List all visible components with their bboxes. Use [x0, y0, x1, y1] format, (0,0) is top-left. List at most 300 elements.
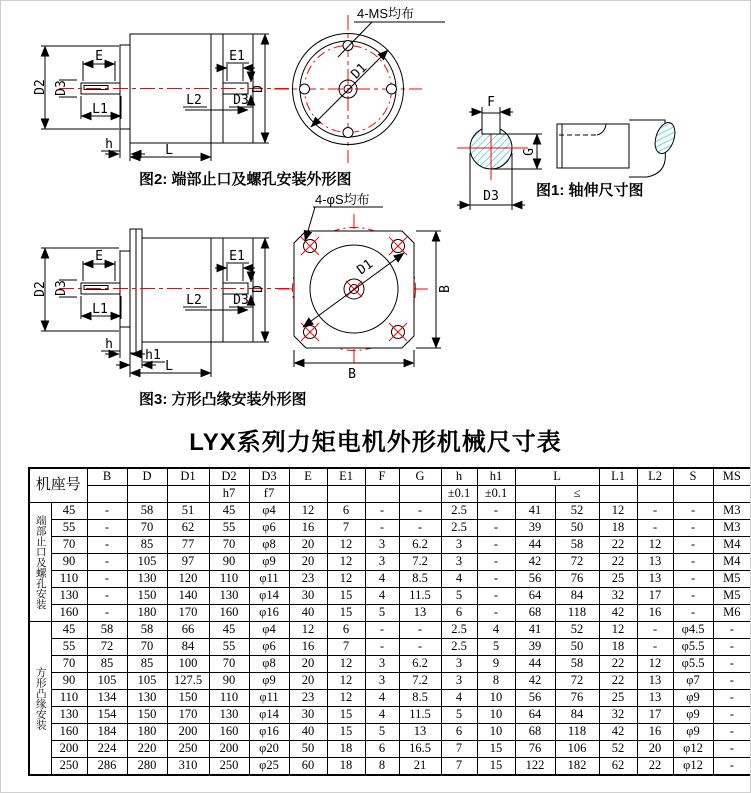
table-cell: 39 — [515, 639, 555, 656]
table-cell: 22 — [599, 673, 637, 690]
table-cell: 15 — [327, 588, 365, 605]
table-cell: 58 — [555, 656, 599, 673]
table-cell: 7 — [441, 758, 477, 776]
table-cell: 10 — [477, 724, 515, 741]
column-subheader — [127, 486, 167, 503]
table-cell: 180 — [127, 724, 167, 741]
dimension-table-wrap — [28, 467, 751, 776]
table-cell: 66 — [167, 622, 209, 639]
table-cell: 16 — [637, 724, 673, 741]
table-cell: 150 — [127, 707, 167, 724]
table-cell: - — [87, 554, 127, 571]
page-title: LYX系列力矩电机外形机械尺寸表 — [189, 429, 562, 456]
table-row — [29, 554, 751, 571]
table-cell: 8 — [477, 673, 515, 690]
table-cell: - — [673, 554, 713, 571]
table-cell: 58 — [127, 622, 167, 639]
table-cell: φ11 — [249, 690, 289, 707]
figure3-flange-view — [278, 192, 453, 382]
table-cell: φ7 — [673, 673, 713, 690]
dim-label-d1: D1 — [348, 60, 371, 83]
table-row — [29, 520, 751, 537]
table-cell: 12 — [599, 503, 637, 520]
table-cell: 160 — [209, 724, 249, 741]
column-subheader: ±0.1 — [441, 486, 477, 503]
table-cell: 130 — [209, 588, 249, 605]
figure2-side-view — [33, 34, 289, 161]
table-cell: 286 — [87, 758, 127, 776]
column-header: 机座号 — [29, 468, 87, 503]
table-cell: φ9 — [249, 673, 289, 690]
column-header: S — [673, 468, 713, 486]
table-cell: 50 — [555, 639, 599, 656]
table-cell: 84 — [555, 707, 599, 724]
subheader-row — [29, 486, 751, 503]
table-cell: - — [399, 520, 441, 537]
column-subheader — [365, 486, 399, 503]
table-row — [29, 673, 751, 690]
table-cell: 77 — [167, 537, 209, 554]
table-cell: - — [713, 639, 751, 656]
figure2-caption: 图2: 端部止口及螺孔安装外形图 — [139, 171, 352, 188]
table-cell: 118 — [555, 605, 599, 622]
table-cell: 56 — [515, 690, 555, 707]
table-cell: 15 — [477, 758, 515, 776]
table-cell: 97 — [167, 554, 209, 571]
table-cell: 85 — [127, 656, 167, 673]
column-header: D — [127, 468, 167, 486]
table-cell: 100 — [167, 656, 209, 673]
table-cell: φ11 — [249, 571, 289, 588]
table-cell: 6.2 — [399, 537, 441, 554]
figure3-caption: 图3: 方形凸缘安装外形图 — [139, 391, 307, 408]
column-header: MS — [713, 468, 751, 486]
table-cell: 7 — [327, 520, 365, 537]
table-cell: 30 — [289, 707, 327, 724]
table-cell: 22 — [599, 554, 637, 571]
table-cell: 105 — [127, 554, 167, 571]
table-cell: 30 — [289, 588, 327, 605]
table-cell: 13 — [637, 690, 673, 707]
screw-hole — [343, 128, 353, 138]
table-cell: 15 — [477, 741, 515, 758]
table-cell: 15 — [327, 724, 365, 741]
column-subheader — [673, 486, 713, 503]
table-cell: 8.5 — [399, 690, 441, 707]
table-cell: 180 — [127, 605, 167, 622]
dim-label-d3-section: D3 — [483, 189, 499, 204]
table-cell: - — [399, 503, 441, 520]
table-cell: 56 — [515, 571, 555, 588]
column-subheader: h7 — [209, 486, 249, 503]
frame-size-cell: 70 — [51, 537, 87, 554]
screw-hole — [300, 84, 310, 94]
table-cell: - — [399, 639, 441, 656]
table-cell: 23 — [289, 571, 327, 588]
table-cell: φ5.5 — [673, 639, 713, 656]
table-cell: 5 — [365, 724, 399, 741]
table-cell: - — [713, 673, 751, 690]
dimension-table — [28, 467, 751, 776]
column-header: D2 — [209, 468, 249, 486]
table-cell: φ4 — [249, 622, 289, 639]
table-cell: 20 — [289, 673, 327, 690]
table-cell: - — [713, 690, 751, 707]
table-cell: - — [477, 605, 515, 622]
group-label: 方形凸缘安装 — [29, 622, 51, 776]
table-cell: 12 — [637, 656, 673, 673]
dim-label-l2: L2 — [186, 293, 202, 308]
dim-label-d2: D2 — [33, 79, 48, 95]
table-cell: 25 — [599, 571, 637, 588]
table-cell: 154 — [87, 707, 127, 724]
table-cell: - — [673, 571, 713, 588]
dim-label-l1: L1 — [92, 302, 108, 317]
table-cell: 52 — [555, 622, 599, 639]
table-cell: 12 — [637, 537, 673, 554]
dim-label-l1: L1 — [92, 102, 108, 117]
table-cell: φ6 — [249, 639, 289, 656]
table-cell: 160 — [209, 605, 249, 622]
table-cell: 3 — [441, 673, 477, 690]
table-cell: 68 — [515, 605, 555, 622]
table-cell: 16 — [289, 639, 327, 656]
table-cell: - — [365, 622, 399, 639]
table-cell: φ4 — [249, 503, 289, 520]
dim-label-e1: E1 — [229, 249, 245, 264]
frame-size-cell: 45 — [51, 503, 87, 520]
table-cell: 42 — [515, 673, 555, 690]
table-cell: 220 — [127, 741, 167, 758]
table-cell: 11.5 — [399, 588, 441, 605]
table-row — [29, 741, 751, 758]
table-cell: 4 — [441, 690, 477, 707]
table-cell: - — [637, 503, 673, 520]
table-cell: 10 — [477, 707, 515, 724]
column-header: F — [365, 468, 399, 486]
column-header: h — [441, 468, 477, 486]
table-cell: 45 — [209, 622, 249, 639]
table-cell: - — [365, 639, 399, 656]
table-cell: - — [713, 758, 751, 776]
frame-size-cell: 160 — [51, 724, 87, 741]
technical-drawings — [1, 1, 751, 466]
dim-label-h1: h1 — [145, 348, 161, 363]
figure2-end-view — [274, 6, 445, 163]
table-cell: 250 — [167, 741, 209, 758]
table-cell: 13 — [637, 554, 673, 571]
table-cell: 32 — [599, 707, 637, 724]
table-cell: 50 — [555, 520, 599, 537]
figure3-side-view — [33, 229, 289, 377]
table-cell: 7 — [441, 741, 477, 758]
table-cell: 85 — [127, 537, 167, 554]
table-cell: 51 — [167, 503, 209, 520]
table-cell: - — [673, 520, 713, 537]
dim-label-l: L — [165, 143, 173, 158]
table-cell: φ4.5 — [673, 622, 713, 639]
table-cell: 85 — [87, 656, 127, 673]
dim-label-b-right: B — [438, 285, 453, 293]
key-cross-section — [482, 113, 500, 134]
column-header: B — [87, 468, 127, 486]
table-cell: 5 — [477, 639, 515, 656]
table-cell: 55 — [209, 639, 249, 656]
table-cell: 84 — [555, 588, 599, 605]
table-cell: 13 — [399, 724, 441, 741]
table-cell: 42 — [599, 724, 637, 741]
dim-label-g: G — [522, 148, 537, 156]
table-cell: 130 — [209, 707, 249, 724]
header-row — [29, 468, 751, 486]
table-cell: 4 — [441, 571, 477, 588]
table-cell: 120 — [167, 571, 209, 588]
column-subheader — [599, 486, 637, 503]
table-cell: φ9 — [673, 690, 713, 707]
table-head — [29, 468, 751, 503]
table-row — [29, 758, 751, 776]
table-cell: 76 — [515, 741, 555, 758]
table-cell: 2.5 — [441, 503, 477, 520]
table-cell: M4 — [713, 554, 751, 571]
hole-note-fig2: 4-MS均布 — [357, 6, 415, 21]
table-cell: - — [365, 520, 399, 537]
table-cell: 42 — [515, 554, 555, 571]
table-cell: 9 — [477, 656, 515, 673]
table-cell: 3 — [365, 554, 399, 571]
table-cell: 110 — [209, 571, 249, 588]
table-cell: 68 — [515, 724, 555, 741]
dim-label-h: h — [105, 337, 113, 352]
table-cell: 41 — [515, 622, 555, 639]
table-cell: 58 — [87, 622, 127, 639]
column-header: L2 — [637, 468, 673, 486]
table-cell: 25 — [599, 690, 637, 707]
column-header: G — [399, 468, 441, 486]
dim-label-e1: E1 — [229, 49, 245, 64]
table-cell: 40 — [289, 724, 327, 741]
table-cell: 250 — [209, 758, 249, 776]
dim-label-e: E — [95, 249, 103, 264]
column-subheader — [87, 486, 127, 503]
table-cell: 50 — [289, 741, 327, 758]
dim-label-h: h — [105, 137, 113, 152]
table-row — [29, 690, 751, 707]
table-cell: 16 — [637, 605, 673, 622]
table-cell: 4 — [477, 622, 515, 639]
table-cell: 5 — [441, 588, 477, 605]
frame-size-cell: 200 — [51, 741, 87, 758]
table-cell: - — [87, 588, 127, 605]
column-subheader — [637, 486, 673, 503]
table-row — [29, 588, 751, 605]
table-cell: M5 — [713, 588, 751, 605]
table-cell: 20 — [637, 741, 673, 758]
screw-hole — [387, 84, 397, 94]
table-cell: 106 — [555, 741, 599, 758]
table-cell: - — [477, 588, 515, 605]
table-cell: 150 — [127, 588, 167, 605]
table-cell: 3 — [441, 537, 477, 554]
frame-size-cell: 130 — [51, 707, 87, 724]
table-cell: 18 — [327, 758, 365, 776]
table-cell: 18 — [327, 741, 365, 758]
table-cell: φ9 — [249, 554, 289, 571]
dim-label-d2: D2 — [33, 281, 48, 297]
table-cell: 8 — [365, 758, 399, 776]
table-cell: 21 — [399, 758, 441, 776]
table-cell: 140 — [167, 588, 209, 605]
dim-label-d: D — [251, 85, 266, 93]
table-body — [29, 503, 751, 776]
table-cell: φ25 — [249, 758, 289, 776]
table-row — [29, 724, 751, 741]
dim-label-d3: D3 — [54, 80, 69, 96]
column-header: L1 — [599, 468, 637, 486]
table-cell: - — [673, 537, 713, 554]
table-cell: 55 — [209, 520, 249, 537]
table-cell: 70 — [127, 520, 167, 537]
column-header: L — [515, 468, 599, 486]
table-cell: - — [713, 707, 751, 724]
table-cell: 12 — [289, 503, 327, 520]
table-cell: φ9 — [673, 724, 713, 741]
table-cell: 8.5 — [399, 571, 441, 588]
frame-size-cell: 110 — [51, 690, 87, 707]
table-cell: φ9 — [673, 707, 713, 724]
table-cell: 4 — [365, 588, 399, 605]
table-cell: 76 — [555, 571, 599, 588]
table-cell: 84 — [167, 639, 209, 656]
table-cell: 90 — [209, 673, 249, 690]
table-cell: 39 — [515, 520, 555, 537]
frame-size-cell: 45 — [51, 622, 87, 639]
table-cell: - — [713, 622, 751, 639]
table-cell: 70 — [127, 639, 167, 656]
table-cell: 58 — [127, 503, 167, 520]
dim-label-d3: D3 — [54, 280, 69, 296]
dim-label-d3r: D3 — [233, 93, 249, 108]
table-cell: 62 — [167, 520, 209, 537]
dim-label-d: D — [251, 285, 266, 293]
column-subheader — [327, 486, 365, 503]
table-cell: 40 — [289, 605, 327, 622]
column-subheader — [399, 486, 441, 503]
table-cell: 72 — [87, 639, 127, 656]
table-cell: M4 — [713, 537, 751, 554]
frame-size-cell: 70 — [51, 656, 87, 673]
dim-label-f: F — [487, 95, 495, 110]
table-cell: 7.2 — [399, 554, 441, 571]
table-cell: 18 — [599, 520, 637, 537]
table-cell: φ5.5 — [673, 656, 713, 673]
figure1-shaft-section — [457, 95, 542, 210]
dim-label-e: E — [95, 49, 103, 64]
table-cell: 70 — [209, 537, 249, 554]
table-cell: M3 — [713, 503, 751, 520]
table-cell: 6 — [365, 741, 399, 758]
column-header: E1 — [327, 468, 365, 486]
table-cell: 90 — [209, 554, 249, 571]
table-cell: - — [87, 605, 127, 622]
table-cell: φ8 — [249, 537, 289, 554]
figure1-caption: 图1: 轴伸尺寸图 — [536, 182, 644, 199]
table-cell: 4 — [365, 707, 399, 724]
table-cell: 105 — [127, 673, 167, 690]
table-cell: 12 — [327, 571, 365, 588]
table-cell: φ16 — [249, 724, 289, 741]
table-row — [29, 622, 751, 639]
group-label: 端部止口及螺孔安装 — [29, 503, 51, 622]
break-section — [651, 120, 678, 156]
table-cell: - — [477, 520, 515, 537]
table-cell: 7.2 — [399, 673, 441, 690]
table-cell: 5 — [365, 605, 399, 622]
table-cell: 127.5 — [167, 673, 209, 690]
table-cell: 17 — [637, 588, 673, 605]
column-subheader: ±0.1 — [477, 486, 515, 503]
table-cell: - — [87, 503, 127, 520]
frame-size-cell: 90 — [51, 673, 87, 690]
frame-size-cell: 130 — [51, 588, 87, 605]
table-cell: 13 — [637, 571, 673, 588]
table-cell: 58 — [555, 537, 599, 554]
table-cell: 12 — [327, 537, 365, 554]
table-cell: 2.5 — [441, 622, 477, 639]
table-cell: M6 — [713, 605, 751, 622]
column-header: h1 — [477, 468, 515, 486]
table-cell: 224 — [87, 741, 127, 758]
table-cell: 134 — [87, 690, 127, 707]
shaft-side-outline — [557, 124, 629, 168]
dim-label-d1: D1 — [354, 256, 377, 279]
table-cell: 62 — [599, 758, 637, 776]
table-cell: 6 — [441, 605, 477, 622]
table-cell: 45 — [209, 503, 249, 520]
table-cell: - — [637, 639, 673, 656]
table-cell: 5 — [441, 707, 477, 724]
dim-label-b-bottom: B — [348, 367, 356, 382]
table-cell: - — [477, 537, 515, 554]
table-cell: 3 — [441, 656, 477, 673]
table-cell: - — [673, 588, 713, 605]
table-cell: M5 — [713, 571, 751, 588]
table-cell: 7 — [327, 639, 365, 656]
table-cell: 6 — [441, 724, 477, 741]
table-cell: 2.5 — [441, 639, 477, 656]
table-cell: - — [637, 622, 673, 639]
frame-size-cell: 250 — [51, 758, 87, 776]
table-cell: 12 — [327, 690, 365, 707]
table-cell: 42 — [599, 605, 637, 622]
table-cell: 105 — [87, 673, 127, 690]
table-row — [29, 503, 751, 520]
column-subheader: f7 — [249, 486, 289, 503]
table-cell: 12 — [289, 622, 327, 639]
table-row — [29, 656, 751, 673]
table-cell: 3 — [441, 554, 477, 571]
table-cell: 20 — [289, 554, 327, 571]
column-subheader: ≤ — [555, 486, 599, 503]
table-cell: φ12 — [673, 741, 713, 758]
table-cell: 12 — [327, 554, 365, 571]
table-cell: 20 — [289, 656, 327, 673]
table-cell: 70 — [209, 656, 249, 673]
table-cell: 122 — [515, 758, 555, 776]
table-cell: 52 — [555, 503, 599, 520]
table-cell: 18 — [599, 639, 637, 656]
table-cell: 64 — [515, 707, 555, 724]
